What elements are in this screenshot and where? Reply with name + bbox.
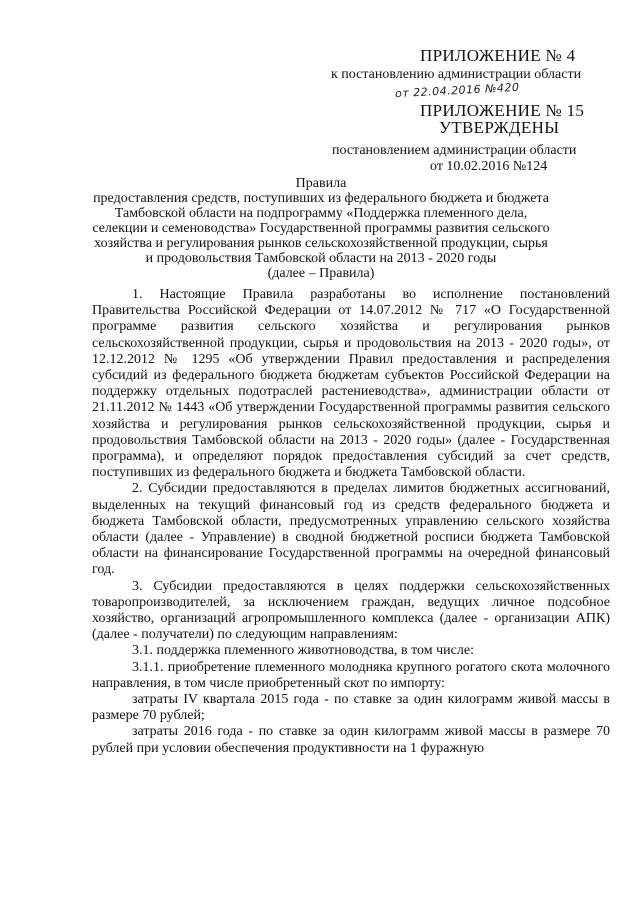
approved-by-line: постановлением администрации области bbox=[332, 143, 577, 158]
title-line: Тамбовской области на подпрограмму «Поддержка племенного дела, bbox=[114, 206, 528, 221]
paragraph-3-1-1: 3.1.1. приобретение племенного молодняка крупного рогатого скота молочного направления, в том числе приобретенный скот по импорту: bbox=[92, 659, 610, 691]
paragraph-3-1: 3.1. поддержка племенного животноводства, в том числе: bbox=[132, 643, 474, 659]
paragraph-3: 3. Субсидии предоставляются в целях поддержки сельскохозяйственных товаропроизводителей, за исключением граждан, ведущих личное подсобное хозяйство, организаций агропромышленного комплекса (далее - организации АПК) (далее - получатели) по следующим направлениям: bbox=[92, 578, 610, 643]
title-line: (далее – Правила) bbox=[267, 266, 375, 281]
appendix-4-heading: ПРИЛОЖЕНИЕ № 4 bbox=[420, 46, 576, 65]
appendix-15-heading: ПРИЛОЖЕНИЕ № 15 bbox=[420, 101, 585, 120]
title-line: предоставления средств, поступивших из федерального бюджета и бюджета bbox=[93, 191, 549, 206]
paragraph-1: 1. Настоящие Правила разработаны во исполнение постановлений Правительства Российской Федерации от 14.07.2012 № 717 «О Государственной программе развития сельского хозяйства и регулирования рынков сельскохозяйственной продукции, сырья и продовольствия на 2013 - 2020 годы», от 12.12.2012 № 1295 «Об утверждении Правил предоставления и распределения субсидий из федерального бюджета бюджетам субъектов Российской Федерации на поддержку отдельных подотраслей растениеводства», администрации области от 21.11.2012 № 1443 «Об утверждении Государственной программы развития сельского хозяйства и регулирования рынков сельскохозяйственной продукции, сырья и продовольствия Тамбовской области на 2013 - 2020 годы» (далее - Государственная программа), и определяют порядок предоставления субсидий за счет средств, поступивших из федерального бюджета и бюджета Тамбовской области. bbox=[92, 287, 610, 481]
paragraph-2: 2. Субсидии предоставляются в пределах лимитов бюджетных ассигнований, выделенных на текущий финансовый год из средств федерального бюджета и бюджета Тамбовской области, предусмотренных управлению сельского хозяйства области (далее - Управление) в сводной бюджетной росписи бюджета Тамбовской области на финансирование Государственной программы на очередной финансовый год. bbox=[92, 481, 610, 578]
resolution-date: от 10.02.2016 №124 bbox=[430, 159, 548, 174]
title-line: хозяйства и регулирования рынков сельскохозяйственной продукции, сырья bbox=[94, 236, 548, 251]
title-heading: Правила bbox=[295, 176, 347, 191]
appendix-4-subtitle: к постановлению администрации области bbox=[331, 67, 582, 82]
title-line: селекции и семеноводства» Государственной программы развития сельского bbox=[92, 221, 550, 236]
handwritten-date-note: от 22.04.2016 №420 bbox=[394, 80, 520, 101]
approved-heading: УТВЕРЖДЕНЫ bbox=[439, 118, 560, 137]
title-line: и продовольствия Тамбовской области на 2013 - 2020 годы bbox=[145, 251, 497, 266]
paragraph-costs-2016: затраты 2016 года - по ставке за один килограмм живой массы в размере 70 рублей при условии обеспечения продуктивности на 1 фуражную bbox=[92, 724, 610, 756]
paragraph-costs-2015: затраты IV квартала 2015 года - по ставке за один килограмм живой массы в размере 70 рублей; bbox=[92, 692, 610, 724]
document-title bbox=[86, 176, 556, 281]
document-body bbox=[92, 287, 610, 757]
